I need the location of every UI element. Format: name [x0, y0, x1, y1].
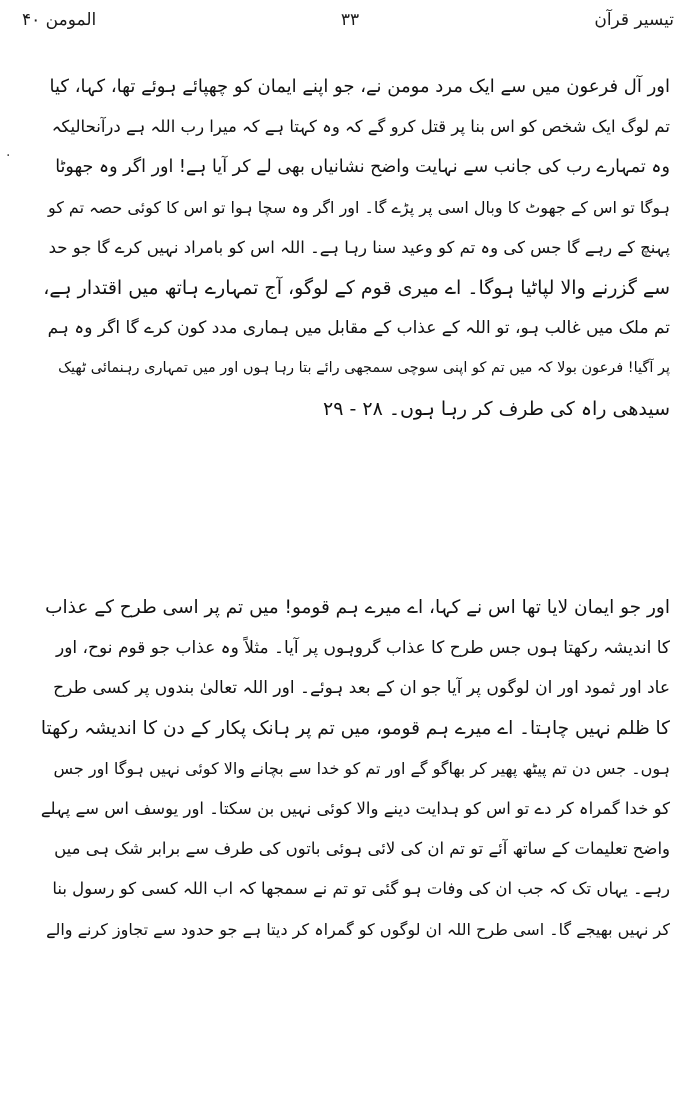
- text-line: ہوں۔ جس دن تم پیٹھ پھیر کر بھاگو گے اور تم کو خدا سے بچانے والا کوئی نہیں ہوگا اور جس: [53, 758, 670, 778]
- paragraph-2: [40, 588, 670, 950]
- text-line: کا اندیشہ رکھتا ہوں جس طرح کا عذاب گروہوں پر آیا۔ مثلاً وہ عذاب جو قوم نوح، اور: [56, 638, 670, 659]
- text-line: واضح تعلیمات کے ساتھ آئے تو تم ان کی لائی ہوئی باتوں کی طرف سے برابر شک ہی میں: [54, 839, 670, 859]
- text-line: ہوگا تو اس کے جھوٹ کا وبال اسی پر پڑے گا۔ اور اگر وہ سچا ہوا تو اس کا کوئی حصہ تم کو: [47, 197, 670, 217]
- text-line: تم لوگ ایک شخص کو اس بنا پر قتل کرو گے کہ وہ کہتا ہے کہ میرا رب اللہ ہے درآنحالیکہ: [51, 117, 670, 137]
- text-line: اور جو ایمان لایا تھا اس نے کہا، اے میرے ہم قومو! میں تم پر اسی طرح کے عذاب: [45, 597, 670, 618]
- text-line: تم ملک میں غالب ہو، تو اللہ کے عذاب کے مقابل میں ہماری مدد کون کرے گا اگر وہ ہم: [47, 318, 670, 339]
- text-line: وہ تمہارے رب کی جانب سے نہایت واضح نشانیاں بھی لے کر آیا ہے! اور اگر وہ جھوٹا: [55, 157, 670, 178]
- surah-label: المومن ۴۰: [22, 10, 97, 30]
- text-line: سے گزرنے والا لپاٹیا ہوگا۔ اے میری قوم کے لوگو، آج تمہارے ہاتھ میں اقتدار ہے،: [43, 276, 670, 299]
- page-number: ۳۳: [340, 10, 360, 30]
- text-line: پر آگیا! فرعون بولا کہ میں تم کو اپنی سوچی سمجھی رائے بتا رہا ہوں اور میں تمہاری رہنمائی ٹھیک: [58, 360, 670, 377]
- text-line: کو خدا گمراہ کر دے تو اس کو ہدایت دینے والا کوئی نہیں بن سکتا۔ اور یوسف اس سے پہلے: [40, 798, 670, 818]
- text-line: سیدھی راہ کی طرف کر رہا ہوں۔ ۲۸ - ۲۹: [323, 397, 670, 420]
- text-line: رہے۔ یہاں تک کہ جب ان کی وفات ہو گئی تو تم نے سمجھا کہ اب اللہ کسی کو رسول بنا: [52, 879, 670, 899]
- text-line: کا ظلم نہیں چاہتا۔ اے میرے ہم قومو، میں تم پر ہانک پکار کے دن کا اندیشہ رکھتا: [40, 717, 670, 739]
- margin-mark: ·: [6, 148, 11, 164]
- text-line: اور آل فرعون میں سے ایک مرد مومن نے، جو اپنے ایمان کو چھپائے ہوئے تھا، کہا، کیا: [49, 76, 670, 97]
- book-title: تیسیر قرآن: [594, 10, 674, 30]
- text-line: عاد اور ثمود اور ان لوگوں پر آیا جو ان کے بعد ہوئے۔ اور اللہ تعالیٰ بندوں پر کسی طرح: [53, 678, 670, 699]
- paragraph-1: [40, 67, 670, 429]
- text-line: کر نہیں بھیجے گا۔ اسی طرح اللہ ان لوگوں کو گمراہ کر دیتا ہے جو حدود سے تجاوز کرنے والے: [46, 919, 670, 939]
- text-line: پہنچ کے رہے گا جس کی وہ تم کو وعید سنا رہا ہے۔ اللہ اس کو بامراد نہیں کرے گا جو حد: [48, 237, 670, 257]
- page-header: [18, 4, 682, 44]
